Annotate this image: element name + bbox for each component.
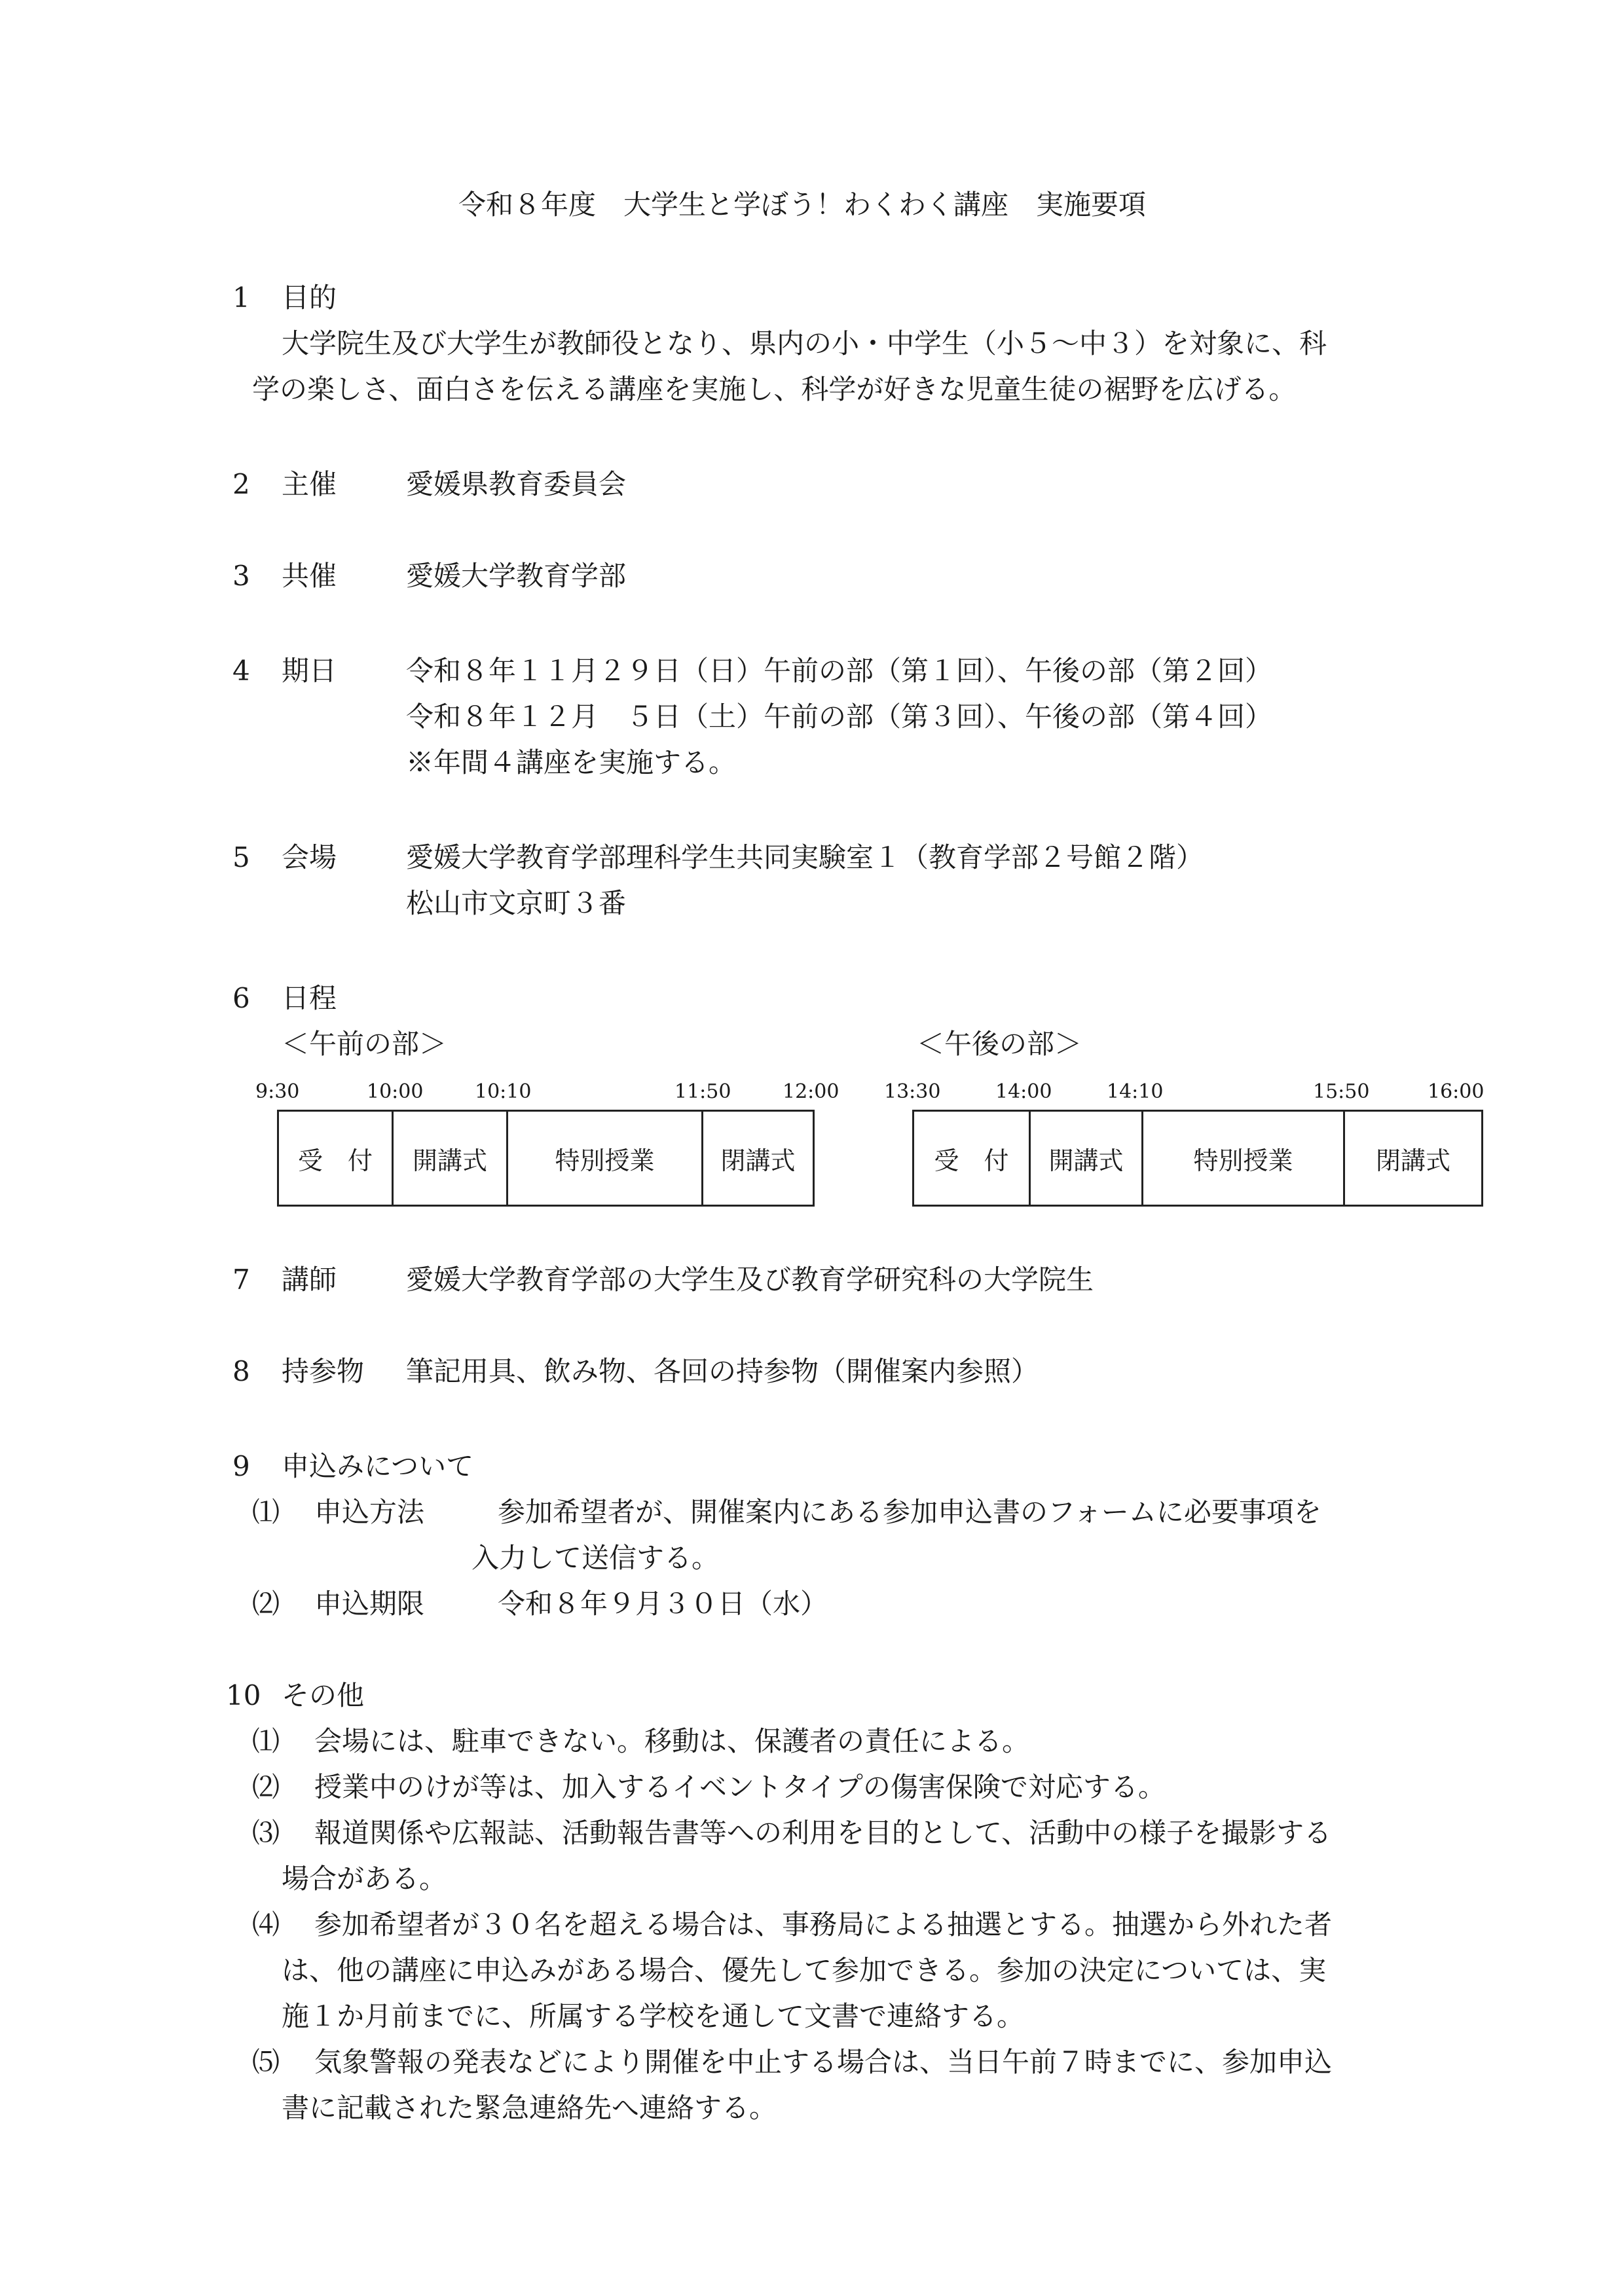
section-7-number: 7: [232, 1264, 250, 1296]
section-10-item-number: ⑸: [252, 2046, 280, 2078]
section-10-item-line: 授業中のけが等は、加入するイベントタイプの傷害保険で対応する。: [314, 1771, 1166, 1803]
afternoon-time: 14:10: [1107, 1080, 1164, 1103]
afternoon-label: ＜午後の部＞: [917, 1028, 1082, 1060]
section-10-number: 10: [226, 1679, 261, 1711]
section-5-heading: 会場: [282, 841, 337, 873]
morning-schedule-table: [277, 1110, 815, 1207]
afternoon-time: 13:30: [884, 1080, 941, 1103]
section-10-item-line: 参加希望者が３０名を超える場合は、事務局による抽選とする。抽選から外れた者: [314, 1908, 1333, 1941]
schedule-cell-special-class: 特別授業: [1143, 1112, 1345, 1205]
section-8-heading: 持参物: [282, 1355, 365, 1387]
section-2-heading: 主催: [282, 468, 337, 500]
morning-time: 10:10: [475, 1080, 532, 1103]
section-9-item2-label: 申込期限: [314, 1588, 425, 1620]
section-10-item-line: 書に記載された緊急連絡先へ連絡する。: [282, 2092, 777, 2124]
schedule-cell-reception: 受 付: [279, 1112, 394, 1205]
section-3-heading: 共催: [282, 560, 337, 592]
section-9-item1-line1: 参加希望者が、開催案内にある参加申込書のフォームに必要事項を: [498, 1496, 1321, 1528]
schedule-cell-closing: 閉講式: [720, 1146, 796, 1175]
section-4-heading: 期日: [282, 655, 337, 687]
section-9-item1-line2: 入力して送信する。: [471, 1542, 720, 1574]
afternoon-time: 16:00: [1428, 1080, 1485, 1103]
afternoon-time: 15:50: [1313, 1080, 1370, 1103]
section-10-heading: その他: [282, 1679, 365, 1711]
morning-time: 10:00: [367, 1080, 424, 1103]
document-title: 令和８年度 大学生と学ぼう！わくわく講座 実施要項: [458, 189, 1147, 221]
morning-label: ＜午前の部＞: [282, 1028, 447, 1060]
section-1-text-line1: 大学院生及び大学生が教師役となり、県内の小・中学生（小５～中３）を対象に、科: [282, 327, 1327, 359]
section-5-line1: 愛媛大学教育学部理科学生共同実験室１（教育学部２号館２階）: [406, 841, 1204, 873]
section-9-heading: 申込みについて: [282, 1450, 474, 1482]
section-4-line2: 令和８年１２月 ５日（土）午前の部（第３回）、午後の部（第４回）: [406, 701, 1273, 733]
section-8-value: 筆記用具、飲み物、各回の持参物（開催案内参照）: [406, 1355, 1039, 1387]
section-1-heading: 目的: [282, 282, 337, 314]
section-8-number: 8: [232, 1355, 250, 1387]
schedule-cell-reception: 受 付: [914, 1112, 1031, 1205]
section-1-number: 1: [232, 282, 250, 314]
section-10-item-line: 会場には、駐車できない。移動は、保護者の責任による。: [314, 1725, 1030, 1757]
section-10-item-line: 場合がある。: [282, 1863, 447, 1895]
schedule-cell-special-class: 特別授業: [508, 1112, 703, 1205]
section-10-item-number: ⑷: [252, 1908, 280, 1941]
section-10-item-line: は、他の講座に申込みがある場合、優先して参加できる。参加の決定については、実: [282, 1954, 1327, 1986]
section-7-value: 愛媛大学教育学部の大学生及び教育学研究科の大学院生: [406, 1264, 1094, 1296]
section-3-number: 3: [232, 560, 250, 592]
morning-time: 11:50: [674, 1080, 731, 1103]
morning-time: 9:30: [255, 1080, 300, 1103]
section-9-item1-number: ⑴: [252, 1496, 280, 1528]
schedule-cell-closing: 閉講式: [1375, 1146, 1450, 1175]
section-2-number: 2: [232, 468, 250, 500]
section-10-item-line: 報道関係や広報誌、活動報告書等への利用を目的として、活動中の様子を撮影する: [314, 1817, 1332, 1849]
section-5-line2: 松山市文京町３番: [406, 887, 627, 919]
section-10-item-number: ⑵: [252, 1771, 280, 1803]
section-4-line1: 令和８年１１月２９日（日）午前の部（第１回）、午後の部（第２回）: [406, 655, 1273, 687]
section-4-number: 4: [232, 655, 250, 687]
section-2-value: 愛媛県教育委員会: [406, 468, 627, 500]
afternoon-schedule-table: [912, 1110, 1483, 1207]
section-9-item2-value: 令和８年９月３０日（水）: [498, 1588, 828, 1620]
section-10-item-number: ⑶: [252, 1817, 280, 1849]
section-6-heading: 日程: [282, 982, 337, 1014]
section-10-item-number: ⑴: [252, 1725, 280, 1757]
schedule-cell-opening: 開講式: [1031, 1112, 1143, 1205]
section-9-item1-label: 申込方法: [314, 1496, 425, 1528]
afternoon-time: 14:00: [995, 1080, 1052, 1103]
section-10-item-line: 気象警報の発表などにより開催を中止する場合は、当日午前７時までに、参加申込: [314, 2046, 1333, 2078]
section-5-number: 5: [232, 841, 250, 873]
section-7-heading: 講師: [282, 1264, 337, 1296]
schedule-cell-opening: 開講式: [394, 1112, 508, 1205]
morning-time: 12:00: [783, 1080, 840, 1103]
section-9-item2-number: ⑵: [252, 1588, 280, 1620]
section-9-number: 9: [232, 1450, 250, 1482]
section-6-number: 6: [232, 982, 250, 1014]
section-1-text-line2: 学の楽しさ、面白さを伝える講座を実施し、科学が好きな児童生徒の裾野を広げる。: [252, 373, 1297, 405]
section-3-value: 愛媛大学教育学部: [406, 560, 627, 592]
section-10-item-line: 施１か月前までに、所属する学校を通して文書で連絡する。: [282, 2000, 1025, 2032]
section-4-line3: ※年間４講座を実施する。: [406, 746, 737, 778]
